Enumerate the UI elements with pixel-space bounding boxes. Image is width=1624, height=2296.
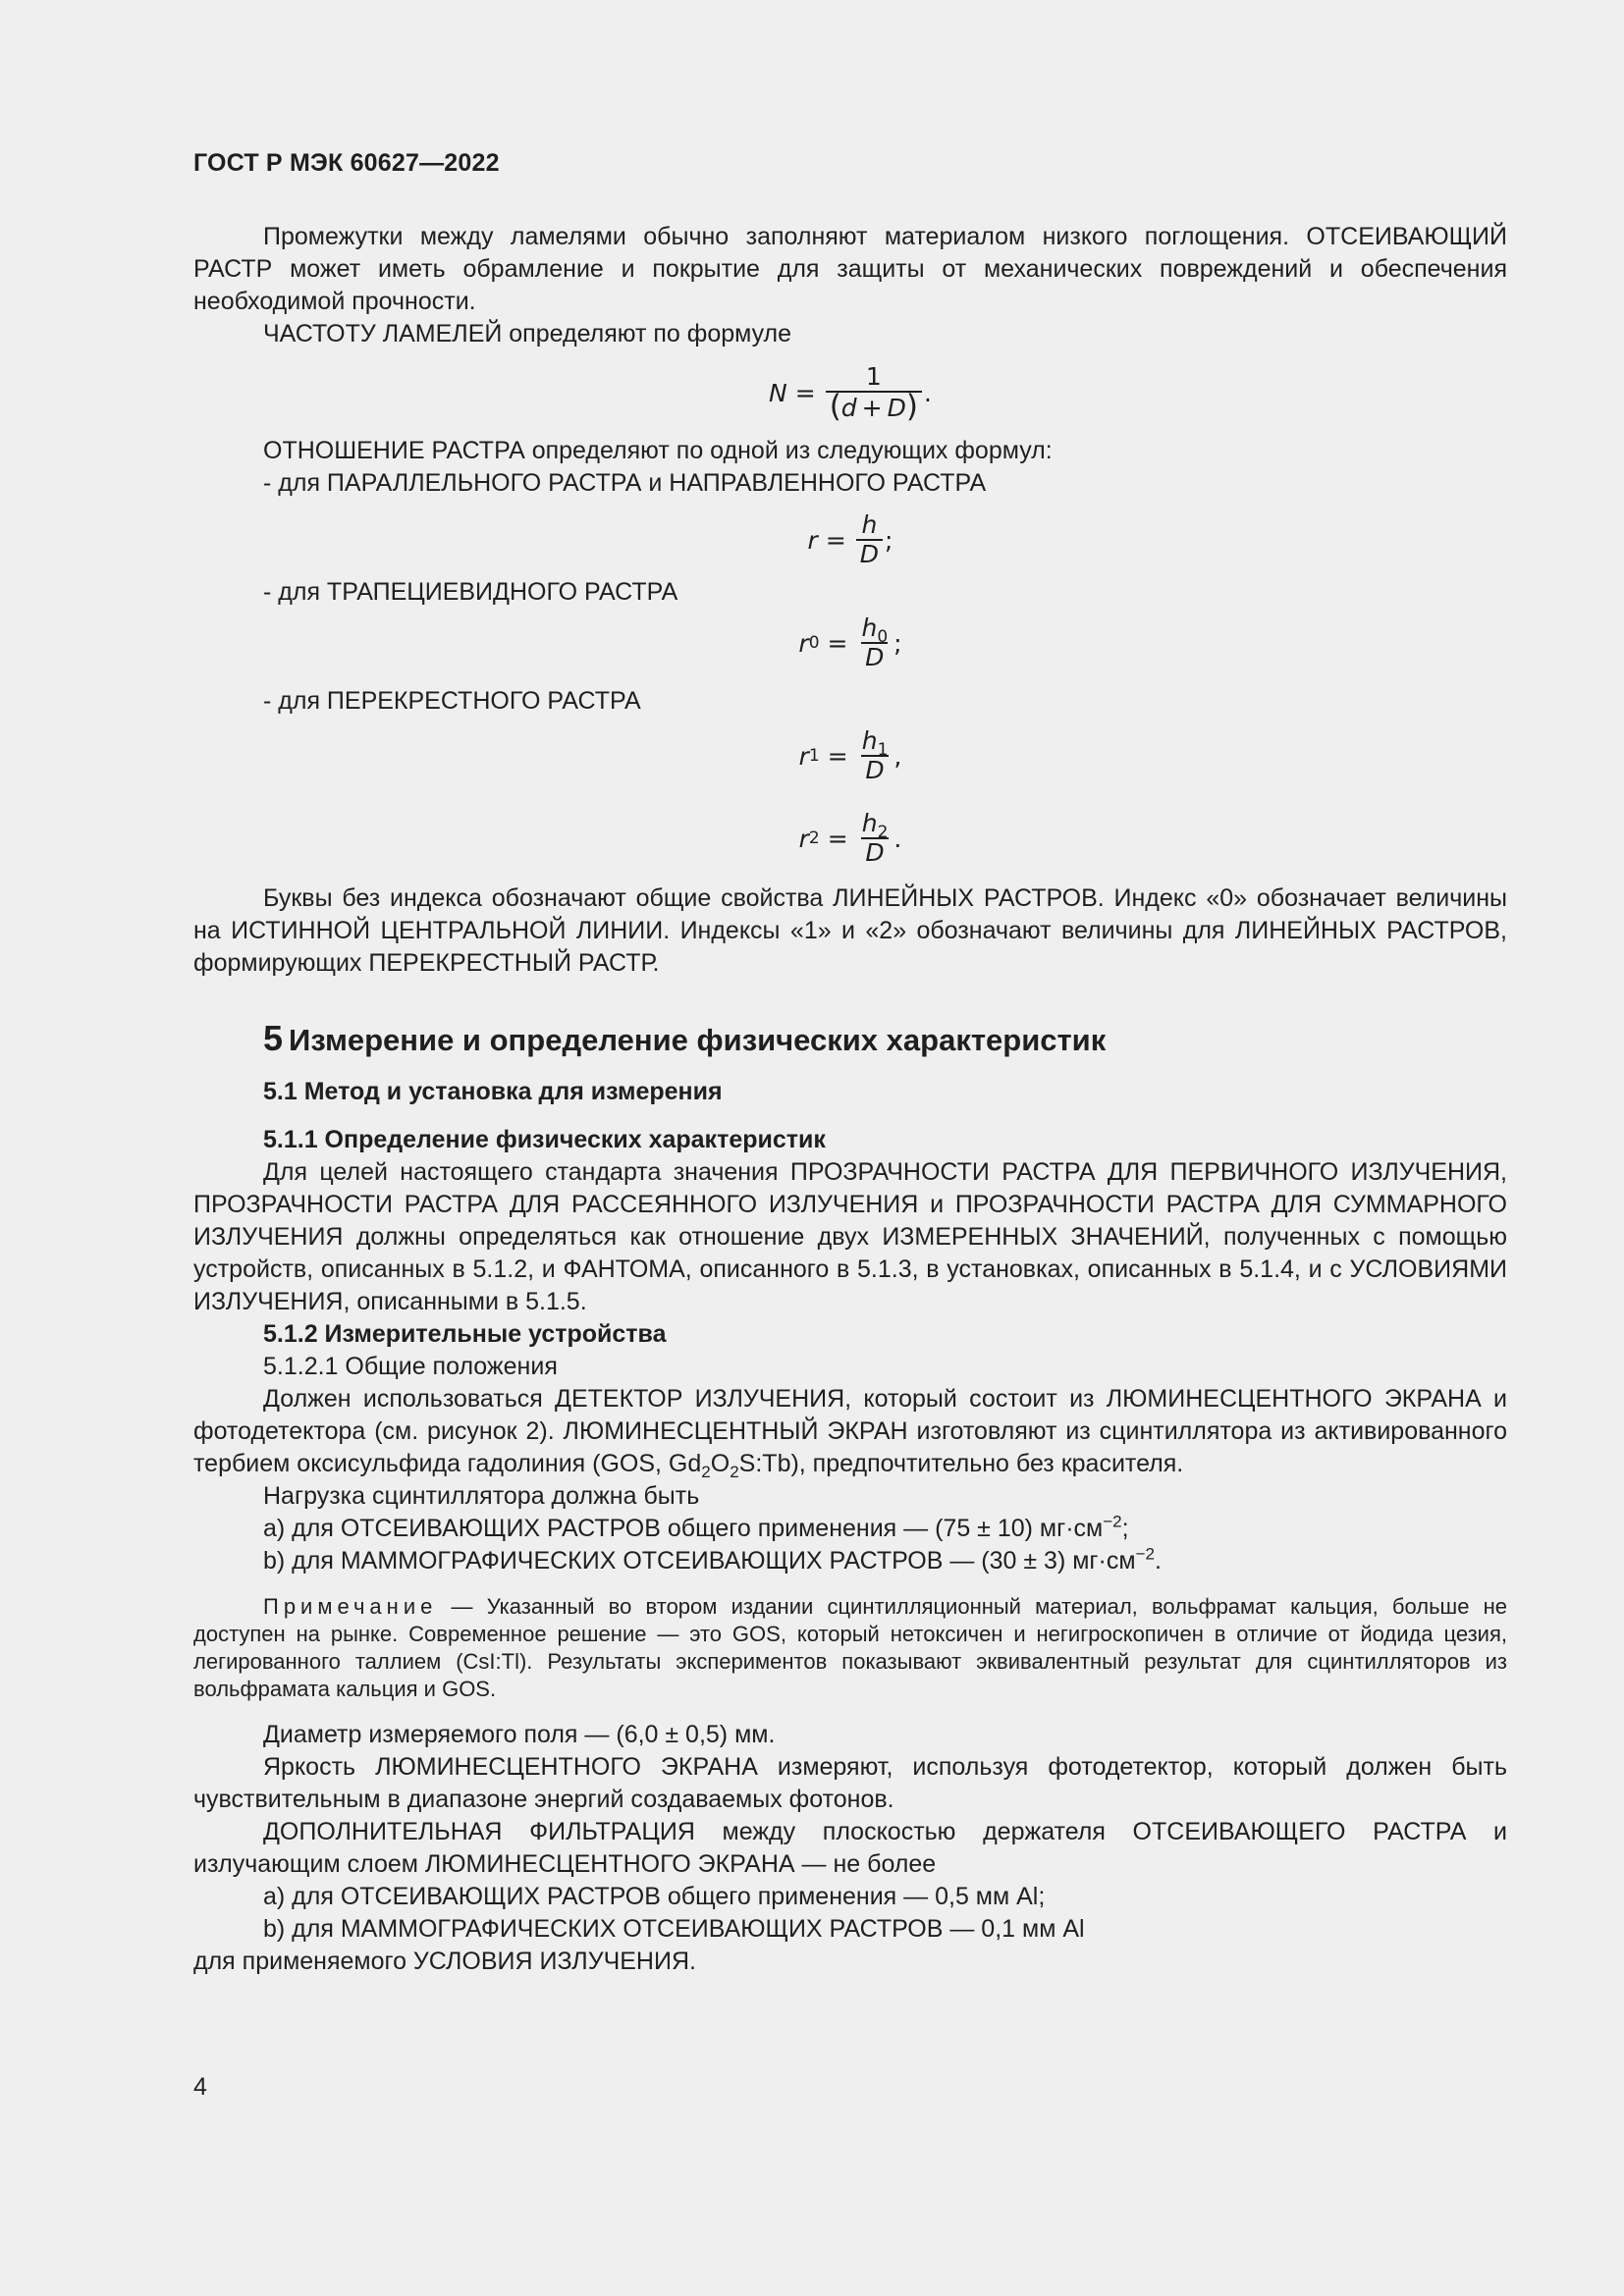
formula-var: N [769,378,787,407]
text-run: O [710,1450,731,1477]
formula-fraction [826,363,922,422]
text-subscript: 2 [701,1463,711,1481]
note-label: Примечание [263,1594,438,1619]
formula-punctuation: ; [885,525,893,555]
paragraph-trapezoid-grid: - для ТРАПЕЦИЕВИДНОГО РАСТРА [263,578,678,606]
list-item-load-a [193,1513,1507,1545]
paragraph-grid-ratio: ОТНОШЕНИЕ РАСТРА определяют по одной из следующих формул: [263,437,1053,464]
formula-subscript: 0 [877,627,889,647]
note-text: — Указанный во втором издании сцинтилляционный материал, вольфрамат кальция, больше не доступен на рынке. Современное решение — это GOS, который нетоксичен и негигроскопичен в отличие от йодида цезия, легированного таллием (CsI:Tl). Результаты экспериментов показывают эквивалентный результат для сцинтилляторов из вольфрамата кальция и GOS. [193,1594,1507,1701]
section-heading-5 [193,1019,1507,1060]
document-header: ГОСТ Р МЭК 60627—2022 [193,149,500,177]
paragraph-filtration: ДОПОЛНИТЕЛЬНАЯ ФИЛЬТРАЦИЯ между плоскостью держателя ОТСЕИВАЮЩЕГО РАСТРА и излучающим слоем ЛЮМИНЕСЦЕНТНОГО ЭКРАНА — не более [193,1818,1507,1878]
formula-operator: = [794,378,816,407]
formula-lamella-frequency [193,362,1507,423]
formula-var: h [861,614,878,642]
formula-operator: = [827,824,848,853]
formula-punctuation: ; [893,628,902,658]
paragraph-lamella-frequency: ЧАСТОТУ ЛАМЕЛЕЙ определяют по формуле [263,320,792,347]
formula-ratio-cross-2: r 2 = $\frac{h_2}{D}$ . [798,809,902,867]
formula-denominator: D [856,539,883,568]
formula-fraction [857,614,892,671]
formula-subscript: 1 [877,740,889,760]
formula-numerator [858,726,893,760]
formula-ratio-cross-1: r 1 = $\frac{h_1}{D}$ , [798,726,902,784]
formula-fraction [858,727,893,784]
formula-var: r [798,741,809,771]
text-run: a) для ОТСЕИВАЮЩИХ РАСТРОВ общего применения — (75 ± 10) мг·см [263,1515,1104,1542]
formula-denominator: D [861,837,888,867]
formula-var: r [798,824,809,853]
formula-punctuation: . [893,824,902,853]
paragraph-parallel-grid: - для ПАРАЛЛЕЛЬНОГО РАСТРА и НАПРАВЛЕННОГО РАСТРА [263,469,987,497]
text-run: . [1154,1547,1162,1575]
formula-var: r [798,628,809,658]
formula-var: h [861,809,878,837]
formula-punctuation: . [924,378,932,407]
list-item-filtration-a: a) для ОТСЕИВАЮЩИХ РАСТРОВ общего применения — 0,5 мм Al; [263,1883,1046,1910]
section-title: Измерение и определение физических характеристик [289,1023,1107,1057]
formula-denominator: D [861,755,888,784]
note-block [193,1593,1507,1703]
section-number: 5 [263,1018,284,1058]
subsection-heading-5-1-2: 5.1.2 Измерительные устройства [263,1320,667,1348]
formula-denominator: D [861,642,888,671]
formula-fraction [856,511,883,568]
formula-var: r [807,525,818,555]
paragraph-cross-grid: - для ПЕРЕКРЕСТНОГО РАСТРА [263,687,641,715]
list-item-filtration-b: b) для МАММОГРАФИЧЕСКИХ ОТСЕИВАЮЩИХ РАСТРОВ — 0,1 мм Al [263,1915,1085,1943]
paragraph-brightness: Яркость ЛЮМИНЕСЦЕНТНОГО ЭКРАНА измеряют, используя фотодетектор, который должен быть чувствительным в диапазоне энергий создаваемых фотонов. [193,1753,1507,1813]
formula-numerator: 1 [865,362,882,391]
formula-numerator: h [861,510,878,539]
text-run: b) для МАММОГРАФИЧЕСКИХ ОТСЕИВАЮЩИХ РАСТРОВ — (30 ± 3) мг·см [263,1547,1136,1575]
text-superscript: −2 [1103,1512,1122,1531]
formula-paren: ( [829,389,841,424]
formula-fraction [858,810,893,867]
paragraph-field-diameter: Диаметр измеряемого поля — (6,0 ± 0,5) мм. [263,1721,776,1748]
text-subscript: 2 [730,1463,739,1481]
subsection-heading-5-1-1: 5.1.1 Определение физических характеристик [263,1126,826,1153]
text-run: S:Tb), предпочтительно без красителя. [738,1450,1184,1477]
paragraph-filtration-end: для применяемого УСЛОВИЯ ИЗЛУЧЕНИЯ. [193,1948,696,1975]
formula-operator: = [825,525,846,555]
formula-operator: = [827,741,848,771]
text-superscript: −2 [1135,1544,1155,1564]
paragraph-lamella-gaps: Промежутки между ламелями обычно заполняют материалом низкого поглощения. ОТСЕИВАЮЩИЙ РАСТР может иметь обрамление и покрытие для защиты от механических повреждений и обеспечения необходимой прочности. [193,223,1507,315]
formula-numerator [857,614,892,647]
text-run: Должен использоваться ДЕТЕКТОР ИЗЛУЧЕНИЯ, который состоит из ЛЮМИНЕСЦЕНТНОГО ЭКРАНА и фотодетектора (см. рисунок 2). ЛЮМИНЕСЦЕНТНЫЙ ЭКРАН изготовляют из сцинтиллятора из активированного тербием оксисульфида гадолиния (GOS, Gd [193,1385,1507,1477]
formula-var: h [861,726,878,755]
paragraph-detector [193,1383,1507,1480]
paragraph-scintillator-load: Нагрузка сцинтиллятора должна быть [263,1482,700,1510]
text-run: ; [1121,1515,1129,1542]
document-body [193,221,1507,1978]
subsection-heading-5-1-2-1: 5.1.2.1 Общие положения [263,1353,558,1380]
formula-punctuation: , [893,741,902,771]
formula-ratio-trapezoid: r 0 = $\frac{h_0}{D}$ ; [798,614,902,671]
formula-operator: = [827,628,848,658]
formula-operator: + [861,394,883,422]
formula-numerator [858,809,893,842]
subsection-heading-5-1: 5.1 Метод и установка для измерения [263,1078,723,1105]
page-number: 4 [193,2073,207,2101]
formula-subscript: 2 [877,823,889,842]
formula-var: d [840,394,857,422]
formula-var: D [887,394,906,422]
formula-ratio-parallel [193,509,1507,570]
list-item-load-b [193,1545,1507,1577]
paragraph-5-1-1: Для целей настоящего стандарта значения ПРОЗРАЧНОСТИ РАСТРА ДЛЯ ПЕРВИЧНОГО ИЗЛУЧЕНИЯ, ПРОЗРАЧНОСТИ РАСТРА ДЛЯ РАССЕЯННОГО ИЗЛУЧЕНИЯ и ПРОЗРАЧНОСТИ РАСТРА ДЛЯ СУММАРНОГО ИЗЛУЧЕНИЯ должны определяться как отношение двух ИЗМЕРЕННЫХ ЗНАЧЕНИЙ, полученных с помощью устройств, описанных в 5.1.2, и ФАНТОМА, описанного в 5.1.3, в установках, описанных в 5.1.4, и с УСЛОВИЯМИ ИЗЛУЧЕНИЯ, описанными в 5.1.5. [193,1158,1507,1315]
formula-denominator [826,391,922,422]
formula-paren: ) [905,389,918,424]
paragraph-index-notation: Буквы без индекса обозначают общие свойства ЛИНЕЙНЫХ РАСТРОВ. Индекс «0» обозначает величины на ИСТИННОЙ ЦЕНТРАЛЬНОЙ ЛИНИИ. Индексы «1» и «2» обозначают величины для ЛИНЕЙНЫХ РАСТРОВ, формирующих ПЕРЕКРЕСТНЫЙ РАСТР. [193,884,1507,977]
